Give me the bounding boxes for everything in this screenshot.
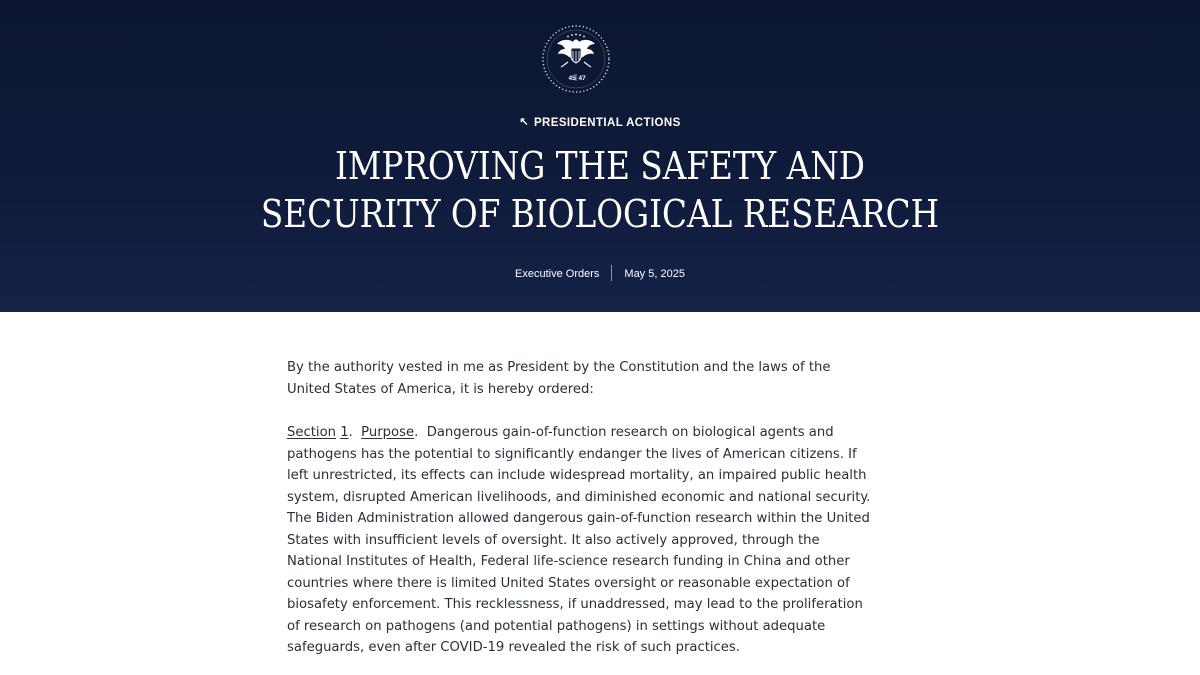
article-body [287, 357, 877, 659]
section-1-paragraph-2: The Biden Administration allowed dangerous gain-of-function research within the United States with insufficient levels of oversight. It also actively approved, through the National Institutes of Health, Federal life-science research funding in China and other countries where there is limited United States oversight or reasonable expectation of biosafety enforcement. This recklessness, if unaddressed, may lead to the proliferation of research on pathogens (and potential pathogens) in settings without adequate safeguards, even after COVID-19 revealed the risk of such practices. [287, 511, 870, 655]
section-1-paragraph: Section 1. Purpose. Dangerous gain-of-function research on biological agents and pathogens has the potential to significantly endanger the lives of American citizens. If left unrestricted, its effects can include widespread mortality, an impaired public health system, disrupted American livelihoods, and diminished economic and national security. [287, 425, 871, 505]
page-title [213, 142, 987, 238]
category-label: PRESIDENTIAL ACTIONS [533, 117, 681, 129]
intro-paragraph: By the authority vested in me as President by the Constitution and the laws of the United States of America, it is hereby ordered: [287, 360, 831, 397]
presidential-seal-icon[interactable] [541, 24, 611, 94]
article-meta [0, 266, 1200, 282]
section-label: Section [287, 425, 336, 440]
arrow-up-left-icon: ↖ [519, 116, 529, 128]
page-header [0, 0, 1200, 312]
seal-number-left: 45 [568, 75, 576, 82]
section-1-text: Dangerous gain-of-function research on biological agents and pathogens has the potential to significantly endanger the lives of American citizens. If left unrestricted, its effects can include widespread mortality, an impaired public health system, disrupted American livelihoods, and diminished economic and national security. [287, 425, 871, 505]
page-title-line-1: IMPROVING THE SAFETY AND [334, 144, 866, 188]
purpose-label: Purpose [361, 425, 415, 440]
meta-date: May 5, 2025 [624, 267, 685, 280]
paragraph-spacer [287, 400, 877, 422]
category-link[interactable] [0, 116, 1200, 129]
meta-type-link[interactable]: Executive Orders [515, 267, 600, 280]
page-title-line-2: SECURITY OF BIOLOGICAL RESEARCH [260, 192, 940, 236]
seal-number-right: 47 [578, 75, 586, 82]
section-number: 1 [340, 425, 349, 440]
meta-divider [611, 265, 612, 281]
